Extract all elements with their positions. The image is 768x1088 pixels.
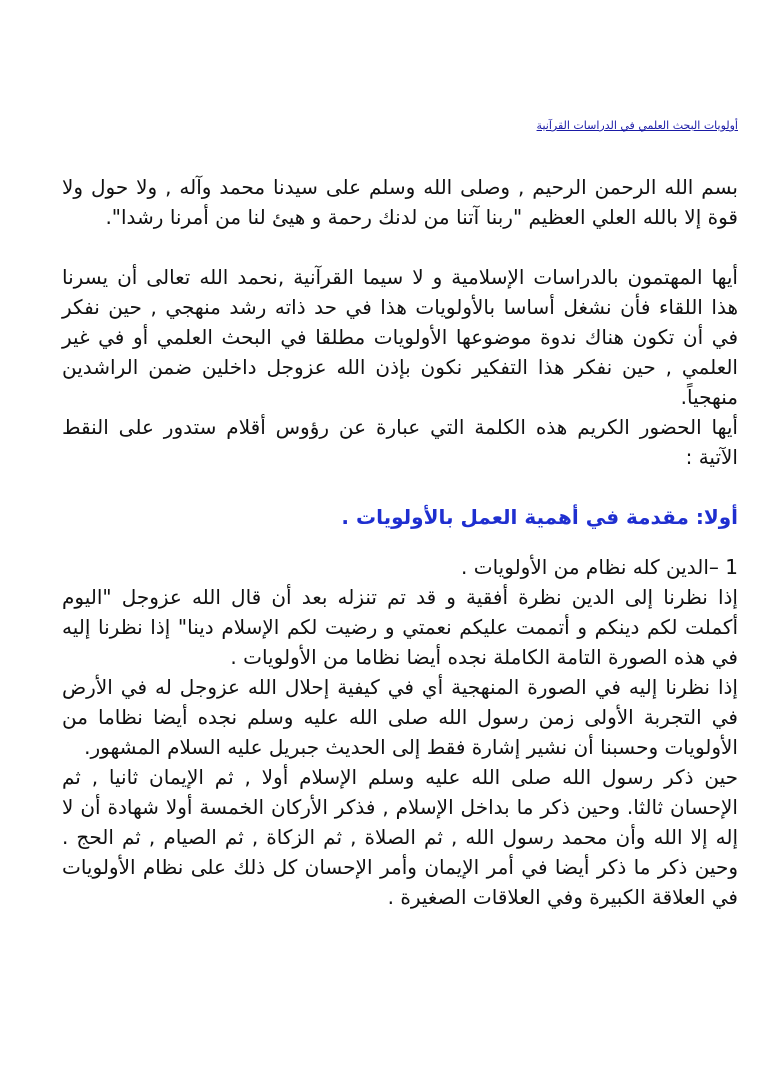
document-title-link[interactable]: أولويات البحث العلمي في الدراسات القرآنية [536,119,738,132]
intro-paragraph: أيها المهتمون بالدراسات الإسلامية و لا سيما القرآنية ,نحمد الله تعالى أن يسرنا هذا اللقاء فأن نشغل أساسا بالأولويات هذا في حد ذاته رشد منهجي , حين نفكر في أن تكون هناك ندوة موضوعها الأولويات مطلقا في البحث العلمي أو في غير العلمي , حين نفكر هذا التفكير نكون بإذن الله عزوجل داخلين ضمن الراشدين منهجياً. [62,265,738,409]
section-paragraph: حين ذكر رسول الله صلى الله عليه وسلم الإسلام أولا , ثم الإيمان ثانيا , ثم الإحسان ثالثا. وحين ذكر ما بداخل الإسلام , فذكر الأركان الخمسة أولا شهادة أن لا إله إلا الله وأن محمد رسول الله , ثم الصلاة , ثم الزكاة , ثم الصيام , ثم الحج . وحين ذكر ما ذكر أيضا في أمر الإيمان وأمر الإحسان كل ذلك على نظام الأولويات في العلاقة الكبيرة وفي العلاقات الصغيرة . [62,765,738,909]
section-paragraph: إذا نظرنا إلى الدين نظرة أفقية و قد تم تنزله بعد أن قال الله عزوجل "اليوم أكملت لكم دينكم و أتممت عليكم نعمتي و رضيت لكم الإسلام دينا" إذا نظرنا إليه في هذه الصورة التامة الكاملة نجده أيضا نظاما من الأولويات . [62,585,738,669]
opening-paragraph: بسم الله الرحمن الرحيم , وصلى الله وسلم على سيدنا محمد وآله , ولا حول ولا قوة إلا بالله العلي العظيم "ربنا آتنا من لدنك رحمة و هيئ لنا من أمرنا رشدا". [62,175,738,229]
section-heading: أولا: مقدمة في أهمية العمل بالأولويات . [341,505,738,529]
section-paragraph: إذا نظرنا إليه في الصورة المنهجية أي في كيفية إحلال الله عزوجل له في الأرض في التجربة الأولى زمن رسول الله صلى الله عليه وسلم نجده أيضا نظاما من الأولويات وحسبنا أن نشير إشارة فقط إلى الحديث جبريل عليه السلام المشهور. [62,675,738,759]
topics-paragraph: أيها الحضور الكريم هذه الكلمة التي عبارة عن رؤوس أقلام ستدور على النقط الآتية : [62,415,738,469]
section-point-title: 1 –الدين كله نظام من الأولويات . [461,555,738,579]
document-page [62,118,738,912]
